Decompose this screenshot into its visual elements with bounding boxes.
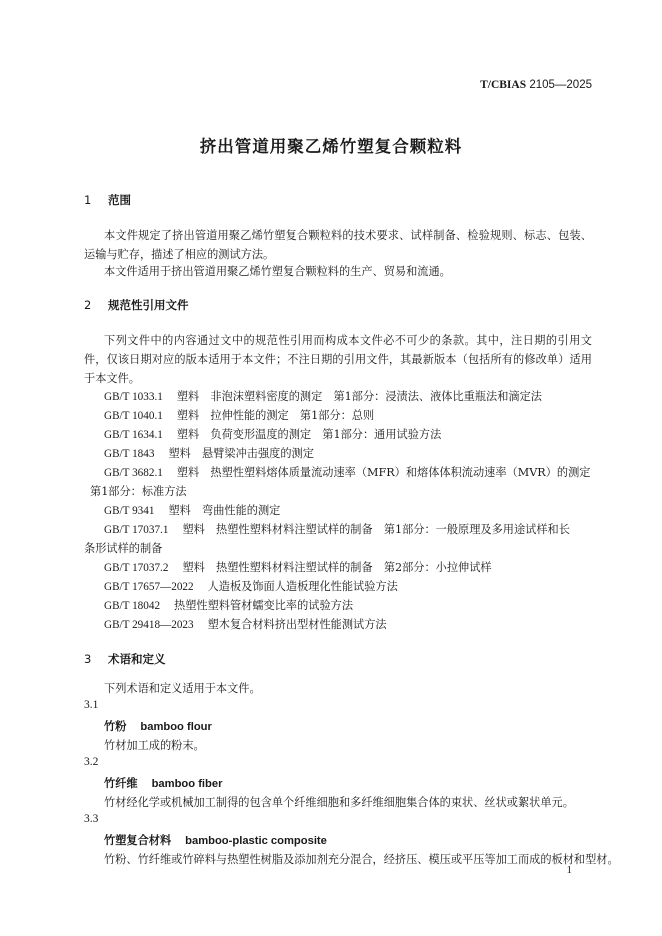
section-number: 2 [84,298,92,312]
term-zh: 竹粉 [104,720,127,733]
term-definition: 竹材加工成的粉末。 [104,739,205,752]
reference-item: GB/T 17037.1 塑料 热塑性塑料材料注塑试样的制备 第1部分：一般原理及多用途试样和长 [104,523,570,536]
term-heading [104,775,222,791]
reference-item: GB/T 29418—2023 塑木复合材料挤出型材性能测试方法 [104,618,387,631]
term-number: 3.2 [84,756,99,768]
term-en: bamboo-plastic composite [185,835,327,847]
scope-paragraph-1: 本文件规定了挤出管道用聚乙烯竹塑复合颗粒料的技术要求、试样制备、检验规则、标志、包装、运输与贮存，描述了相应的测试方法。 [84,229,592,261]
term-number: 3.3 [84,813,99,825]
reference-item: GB/T 17037.2 塑料 热塑性塑料材料注塑试样的制备 第2部分：小拉伸试样 [104,561,492,574]
term-definition: 竹材经化学或机械加工制得的包含单个纤维细胞和多纤维细胞集合体的束状、丝状或絮状单元。 [104,796,574,809]
reference-item-continuation: 第1部分：标准方法 [90,485,187,498]
term-en: bamboo fiber [151,778,223,790]
terms-intro: 下列术语和定义适用于本文件。 [104,682,261,695]
normative-intro-paragraph: 下列文件中的内容通过文中的规范性引用而构成本文件必不可少的条款。其中，注日期的引用文件，仅该日期对应的版本适用于本文件；不注日期的引用文件，其最新版本（包括所有的修改单）适用于本文件。 [84,334,592,385]
scope-paragraph-2: 本文件适用于挤出管道用聚乙烯竹塑复合颗粒料的生产、贸易和流通。 [104,265,451,278]
term-definition: 竹粉、竹纤维或竹碎料与热塑性树脂及添加剂充分混合，经挤压、模压或平压等加工而成的板材和型材。 [104,853,619,866]
section-heading-3 [84,651,166,667]
section-title: 术语和定义 [108,652,166,666]
reference-item: GB/T 1843 塑料 悬臂梁冲击强度的测定 [104,447,314,460]
standard-prefix: T/CBIAS [480,79,527,91]
reference-item: GB/T 9341 塑料 弯曲性能的测定 [104,504,281,517]
document-code [480,79,592,91]
term-number: 3.1 [84,699,99,711]
section-title: 规范性引用文件 [108,298,189,312]
reference-item: GB/T 1033.1 塑料 非泡沫塑料密度的测定 第1部分：浸渍法、液体比重瓶法和滴定法 [104,390,542,403]
reference-item: GB/T 17657—2022 人造板及饰面人造板理化性能试验方法 [104,580,398,593]
section-heading-2 [84,297,189,313]
section-number: 1 [84,193,92,207]
reference-item: GB/T 18042 热塑性塑料管材蠕变比率的试验方法 [104,599,354,612]
reference-item: GB/T 1634.1 塑料 负荷变形温度的测定 第1部分：通用试验方法 [104,428,442,441]
document-title: 挤出管道用聚乙烯竹塑复合颗粒料 [199,137,463,156]
term-zh: 竹塑复合材料 [104,834,172,847]
section-heading-1 [84,192,131,208]
reference-item: GB/T 1040.1 塑料 拉伸性能的测定 第1部分：总则 [104,409,375,422]
section-title: 范围 [108,193,131,207]
section-number: 3 [84,652,92,666]
term-zh: 竹纤维 [104,777,138,790]
term-en: bamboo flour [140,721,212,733]
standard-number: 2105—2025 [529,79,592,91]
term-heading [104,832,327,848]
reference-item: GB/T 3682.1 塑料 热塑性塑料熔体质量流动速率（MFR）和熔体体积流动速率（MVR）的测定 [104,466,591,479]
reference-item-continuation: 条形试样的制备 [84,542,163,555]
page-number: 1 [566,864,572,876]
term-heading [104,718,212,734]
